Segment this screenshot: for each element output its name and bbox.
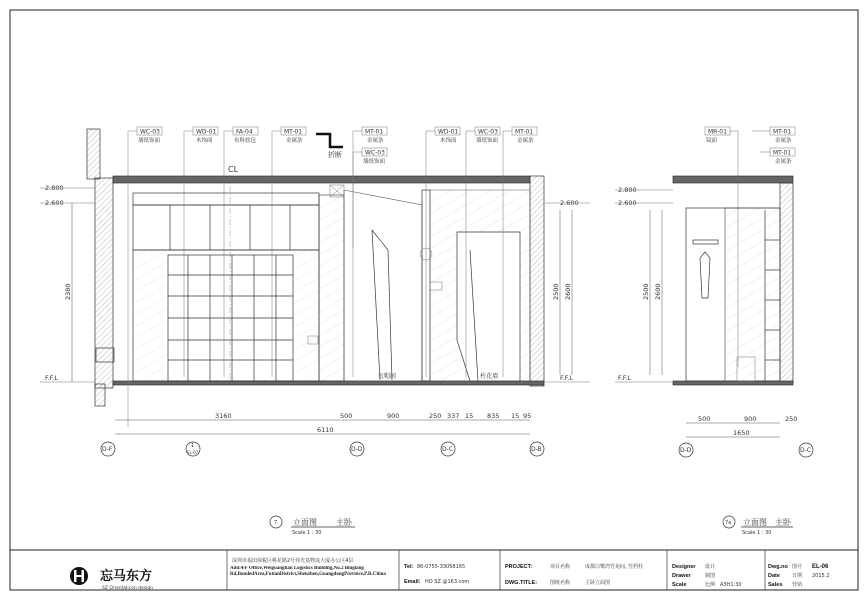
drawing-text: MT-01 (515, 128, 534, 136)
drawing-text: PROJECT: (505, 564, 533, 570)
drawing-text: D-C (442, 446, 453, 453)
drawing-text: HO SZ @163.com (425, 579, 470, 585)
material-tag (184, 127, 218, 377)
drawing-text: Date (768, 573, 780, 579)
drawing-text: 墙纸饰面 (476, 138, 499, 144)
drawing-text: 1650 (733, 429, 750, 437)
drawing-text: 2600 (654, 283, 662, 300)
drawing-text: 6110 (317, 426, 334, 434)
break-symbol (316, 134, 343, 147)
drawing-text: 金属条 (775, 138, 792, 144)
drawing-text: SZ Orientalicon design (102, 586, 154, 591)
drawing-text: 900 (744, 415, 757, 423)
drawing-text: 比例 (705, 582, 716, 588)
floor-slab (113, 381, 544, 385)
drawing-text: Scale 1 : 30 (292, 530, 322, 536)
drawing-text: 2.600 (45, 199, 64, 207)
drawing-text: 7a (725, 520, 732, 526)
drawing-text: WC-03 (140, 128, 160, 136)
left-elevation (40, 127, 590, 536)
wardrobe-top (133, 193, 319, 205)
drawing-text: 900 (387, 412, 400, 420)
drawing-text: 835 (487, 412, 500, 420)
floor-slab (673, 381, 793, 385)
dimension-chain (686, 415, 797, 437)
drawing-text: EL-07 (187, 450, 199, 455)
drawing-text: FA-04 (236, 128, 253, 136)
drawing-text: 2.800 (618, 186, 637, 194)
drawing-text: MT-01 (773, 128, 792, 136)
drawing-text: 立面图 (743, 518, 767, 527)
drawing-text: 墙纸饰面 (363, 159, 386, 165)
room-label: 柱花墙 (480, 373, 499, 380)
drawing-text: 500 (698, 415, 711, 423)
wall-section (780, 183, 793, 383)
drawing-text: 金属条 (286, 138, 303, 144)
drawing-text: MT-01 (365, 128, 384, 136)
drawing-text: 2500 (552, 283, 560, 300)
drawing-text: 墙纸饰面 (138, 138, 161, 144)
grid-axes (101, 442, 544, 456)
ceiling-slab (673, 176, 793, 183)
dimension-chain (115, 412, 531, 434)
drawing-text: 337 (447, 412, 460, 420)
drawing-text: D-D (680, 447, 692, 454)
drawing-text: D-F (102, 446, 113, 453)
right-elevation (615, 127, 813, 536)
view-title (270, 516, 355, 536)
drawing-text: MT-01 (284, 128, 303, 136)
material-tag (353, 148, 387, 248)
drawing-text: 图号 (792, 564, 803, 570)
drawing-text: MT-01 (773, 149, 792, 157)
drawing-text: 主卧立面图 (585, 580, 611, 586)
drawing-text: Tel: (404, 564, 414, 570)
drawing-text: 95 (523, 412, 532, 420)
title-block (10, 550, 858, 591)
drawing-text: 布料软包 (234, 138, 257, 144)
drawing-text: Sales (768, 582, 783, 588)
drawing-text: D-D (351, 446, 363, 453)
ceiling-slab (113, 176, 530, 183)
door-opening (457, 232, 520, 381)
drawing-text: 2380 (64, 283, 72, 300)
drawing-text: 3160 (215, 412, 232, 420)
drawing-text: WC-03 (365, 149, 385, 157)
drawing-text: 1 (191, 443, 195, 449)
drawing-text: 2015.2 (812, 573, 830, 579)
grid-axes (679, 443, 813, 457)
centerline-label: CL (228, 165, 239, 174)
break-label: 折断 (328, 151, 342, 159)
drawing-text: 忘马东方 (100, 568, 153, 583)
material-tag (752, 127, 795, 144)
drawing-text: 木饰面 (440, 138, 457, 144)
wall-section (87, 129, 100, 179)
drawing-text: 7 (274, 520, 278, 526)
hanging-coat-icon (700, 252, 710, 298)
drawing-text: 深圳市福田保税区桃花路2号伟光基物流大厦办公区4层 (232, 558, 354, 564)
material-tag (760, 148, 795, 165)
drawing-text: 主卧 (336, 518, 352, 527)
drawing-text: 金属条 (367, 138, 384, 144)
drawing-text: 金属条 (517, 138, 534, 144)
drawing-text: A3H1:30 (720, 582, 742, 588)
drawing-text: DWG.TITLE: (505, 580, 538, 586)
drawing-text: 250 (785, 415, 798, 423)
drawing-text: 250 (429, 412, 442, 420)
drawing-text: 立面图 (293, 518, 317, 527)
drawing-text: 15 (465, 412, 474, 420)
drawing-text: F.F.L (45, 374, 59, 382)
drawing-text: D-C (800, 447, 811, 454)
view-title (723, 516, 793, 536)
wall-section (530, 176, 544, 386)
room-label: 衣帽间 (378, 373, 397, 380)
drawing-text: Scale (672, 582, 687, 588)
drawing-text: 2.800 (45, 184, 64, 192)
drawing-text: 86-0755-33058165 (417, 564, 466, 570)
drawing-text: Dwg.no (768, 564, 788, 570)
drawing-text: 成都白鹭湾竹苑间, 竖档柱 (585, 564, 644, 570)
wall-section (95, 384, 105, 406)
mirror-panel (725, 208, 780, 381)
drawing-text: 木饰面 (196, 138, 213, 144)
drawing-text: 2.600 (618, 199, 637, 207)
drawing-text: WC-03 (478, 128, 498, 136)
drawing-text: 营销 (792, 582, 803, 588)
drawing-text: 2.600 (560, 199, 579, 207)
drawing-text: WD-01 (438, 128, 459, 136)
drawing-text: 金属条 (775, 159, 792, 165)
drawing-text: 主卧 (775, 518, 791, 527)
drawing-text: 15 (511, 412, 520, 420)
partition (319, 195, 344, 381)
drawing-text: Designer (672, 564, 696, 570)
drawing-text: Scale 1 : 30 (742, 530, 772, 536)
drawing-text: 项目名称 (550, 564, 571, 570)
wall-section (95, 178, 113, 388)
drawing-text: 镜面 (706, 138, 718, 144)
drawing-text: F.F.L (618, 374, 632, 382)
drawing-text: 日期 (792, 573, 803, 579)
drawing-text: 制图 (705, 573, 716, 579)
drawing-text: 500 (340, 412, 353, 420)
drawing-text: WD-01 (196, 128, 217, 136)
address-en: Add:4/F Office,Weiguanglian Logistics Building,No.2 Binglang Rd,BondedArea,FutianDistrict,Shenzhen,GuangdongProvince,P.R.China (230, 566, 386, 577)
drawing-text: Email: (404, 579, 421, 585)
drawing-text: D-B (531, 446, 542, 453)
drawing-text: EL-06 (812, 564, 829, 570)
drawing-text: F.F.L (560, 374, 574, 382)
drawing-text: 2500 (642, 283, 650, 300)
drawing-text: 图纸名称 (550, 580, 571, 586)
drawing-text: MR-01 (708, 128, 727, 136)
drawing-text: 2600 (564, 283, 572, 300)
drawing-text: 设计 (705, 564, 716, 570)
company-logo (70, 567, 153, 591)
drawing-text: Drawer (672, 573, 691, 579)
